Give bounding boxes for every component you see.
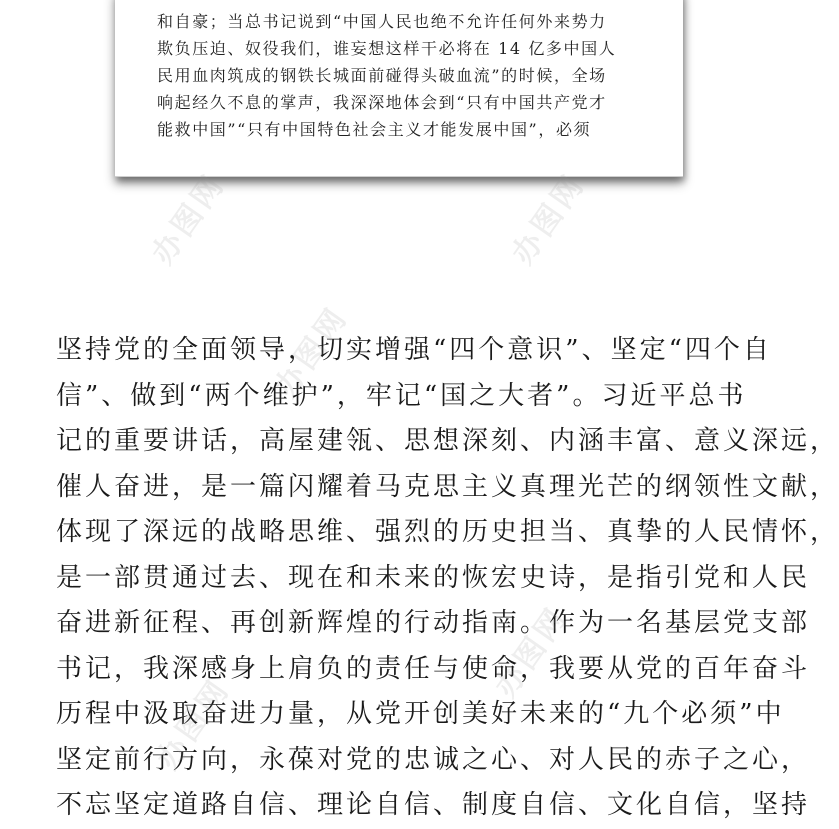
body-line: 催人奋进，是一篇闪耀着马克思主义真理光芒的纲领性文献， [56, 471, 839, 502]
body-line: 信”、做到“两个维护”，牢记“国之大者”。习近平总书 [56, 380, 747, 411]
watermark: 办图网 [150, 672, 238, 776]
card-line: 能救中国”“只有中国特色社会主义才能发展中国”，必须 [157, 120, 592, 139]
body-line: 历程中汲取奋进力量，从党开创美好未来的“九个必须”中 [56, 699, 785, 729]
body-paragraph [56, 328, 839, 829]
body-line: 书记，我深感身上肩负的责任与使命，我要从党的百年奋斗 [56, 653, 811, 684]
body-line: 记的重要讲话，高屋建瓴、思想深刻、内涵丰富、意义深远， [56, 426, 839, 456]
body-line: 坚定前行方向，永葆对党的忠诚之心、对人民的赤子之心， [56, 744, 811, 775]
card-line: 和自豪；当总书记说到“中国人民也绝不允许任何外来势力 [157, 12, 607, 31]
watermark: 办图网 [488, 600, 576, 704]
card-line: 欺负压迫、奴役我们，谁妄想这样干必将在 14 亿多中国人 [157, 39, 617, 58]
body-line: 奋进新征程、再创新辉煌的行动指南。作为一名基层党支部 [56, 608, 811, 638]
card-line: 响起经久不息的掌声，我深深地体会到“只有中国共产党才 [157, 93, 607, 112]
body-line: 是一部贯通过去、现在和未来的恢宏史诗，是指引党和人民 [56, 562, 811, 593]
watermark: 办图网 [505, 167, 593, 271]
body-line: 不忘坚定道路自信、理论自信、制度自信、文化自信，坚持 [56, 790, 811, 820]
body-line: 体现了深远的战略思维、强烈的历史担当、真挚的人民情怀， [56, 517, 839, 547]
card-line: 民用血肉筑成的钢铁长城面前碰得头破血流”的时候，全场 [157, 66, 607, 85]
watermark: 办图网 [268, 300, 356, 404]
body-line: 坚持党的全面领导，切实增强“四个意识”、坚定“四个自 [56, 335, 772, 365]
watermark: 办图网 [145, 167, 233, 271]
quote-card-text [157, 8, 657, 143]
quote-card [115, 0, 683, 177]
